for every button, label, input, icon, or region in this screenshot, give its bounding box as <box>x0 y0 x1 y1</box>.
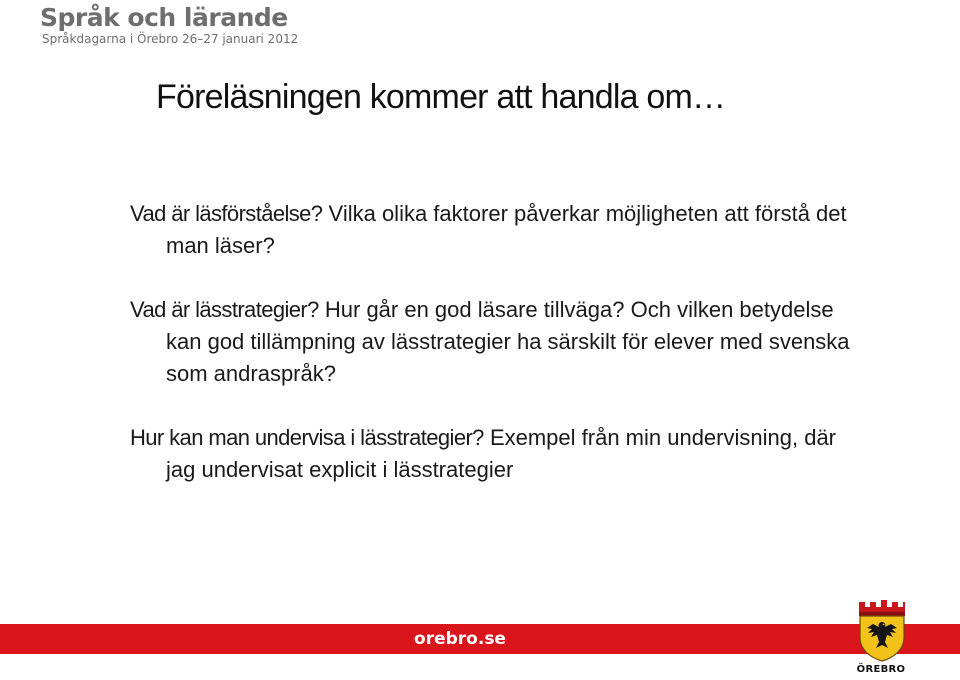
paragraph-reading-comprehension <box>130 198 850 262</box>
paragraph-question: Vad är läsförståelse? <box>130 201 323 226</box>
brand-subtitle: Språkdagarna i Örebro 26–27 januari 2012 <box>42 32 299 46</box>
footer-url: orebro.se <box>414 629 506 649</box>
paragraph-question: Hur kan man undervisa i lässtrategier? <box>130 425 484 450</box>
paragraph-text: Exempel från min undervisning, där jag undervisat explicit i lässtrategier <box>166 425 836 482</box>
conference-branding <box>40 4 298 46</box>
paragraph-text: Hur går en god läsare tillväga? Och vilken betydelse kan god tillämpning av lässtrategier ha särskilt för elever med svenska som andraspråk? <box>166 297 850 386</box>
paragraph-reading-strategies <box>130 294 850 390</box>
paragraph-text: Vilka olika faktorer påverkar möjligheten att förstå det man läser? <box>166 201 847 258</box>
paragraph-question: Vad är lässtrategier? <box>130 297 319 322</box>
orebro-coat-of-arms-icon <box>855 598 907 662</box>
crest-label: ÖREBRO <box>856 664 906 675</box>
brand-title: Språk och lärande <box>40 3 288 32</box>
paragraph-teaching-strategies <box>130 422 850 486</box>
slide-content <box>130 198 850 518</box>
footer-bar <box>0 624 960 654</box>
slide-title: Föreläsningen kommer att handla om… <box>156 78 726 116</box>
